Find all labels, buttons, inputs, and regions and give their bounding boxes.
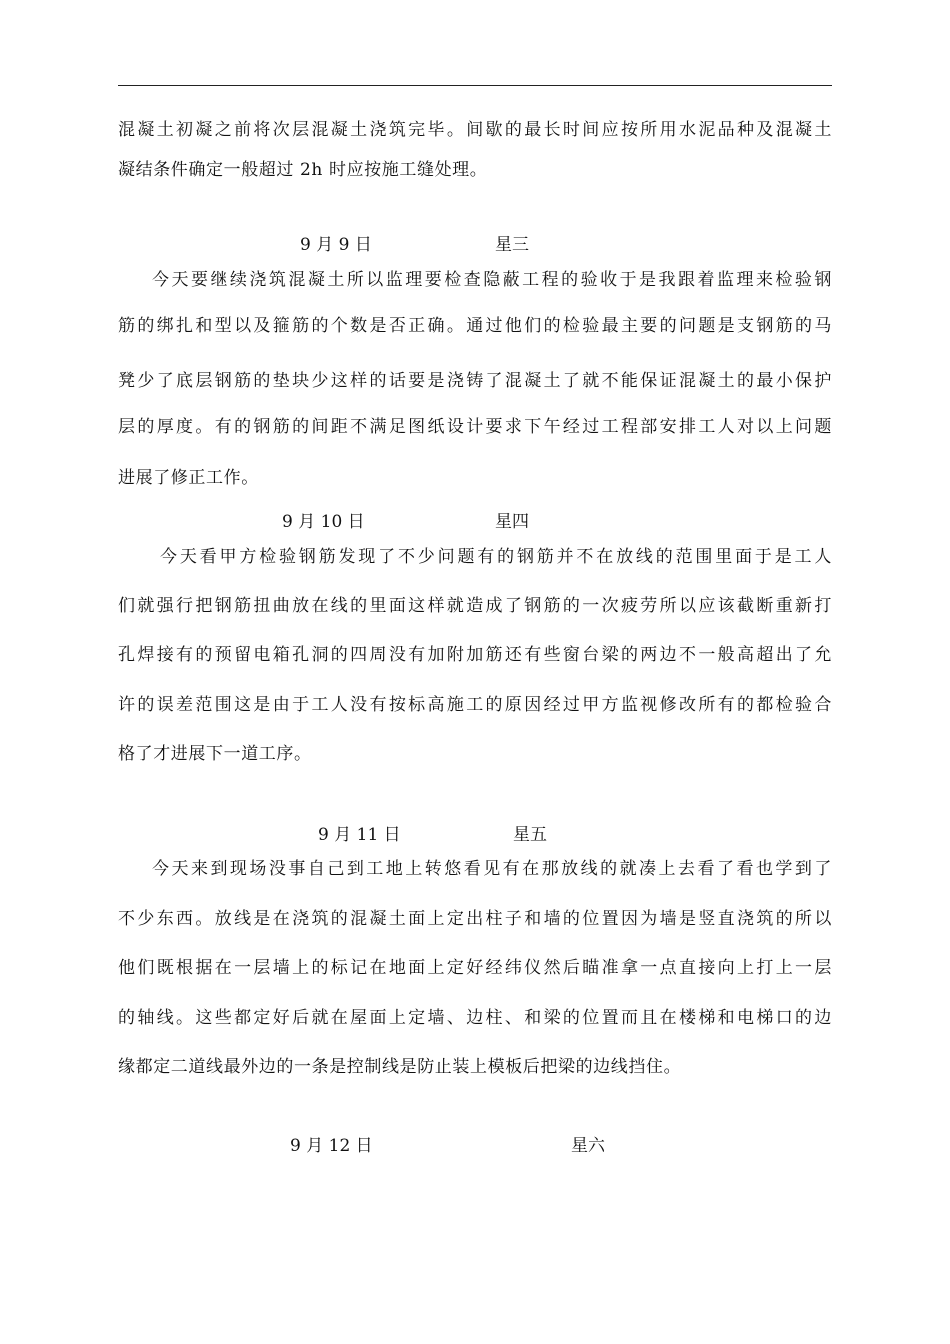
text-line: 许的误差范围这是由于工人没有按标高施工的原因经过甲方监视修改所有的都检验合	[118, 695, 832, 715]
entry-date: 9 月 10 日	[282, 512, 365, 532]
text-line: 孔焊接有的预留电箱孔洞的四周没有加附加筋还有些窗台梁的两边不一般高超出了允	[118, 645, 832, 665]
entry-weekday: 星五	[513, 825, 547, 845]
text-line: 筋的绑扎和型以及箍筋的个数是否正确。通过他们的检验最主要的问题是支钢筋的马	[118, 316, 832, 336]
text-line: 不少东西。放线是在浇筑的混凝土面上定出柱子和墙的位置因为墙是竖直浇筑的所以	[118, 909, 832, 929]
entry-date: 9 月 9 日	[300, 235, 372, 255]
entry-weekday: 星六	[571, 1136, 605, 1156]
text-line: 缘都定二道线最外边的一条是控制线是防止装上模板后把梁的边线挡住。	[118, 1057, 682, 1077]
entry-weekday: 星三	[495, 235, 529, 255]
text-line: 进展了修正工作。	[118, 468, 259, 488]
text-line: 今天看甲方检验钢筋发现了不少问题有的钢筋并不在放线的范围里面于是工人	[160, 547, 832, 567]
header-rule	[118, 85, 832, 86]
entry-date: 9 月 12 日	[290, 1136, 373, 1156]
text-line: 格了才进展下一道工序。	[118, 744, 312, 764]
text-line: 的轴线。这些都定好后就在屋面上定墙、边柱、和梁的位置而且在楼梯和电梯口的边	[118, 1008, 832, 1028]
text-line: 凳少了底层钢筋的垫块少这样的话要是浇铸了混凝土了就不能保证混凝土的最小保护	[118, 371, 832, 391]
text-line: 层的厚度。有的钢筋的间距不满足图纸设计要求下午经过工程部安排工人对以上问题	[118, 417, 832, 437]
text-line: 今天要继续浇筑混凝土所以监理要检查隐蔽工程的验收于是我跟着监理来检验钢	[152, 270, 832, 290]
text-line: 们就强行把钢筋扭曲放在线的里面这样就造成了钢筋的一次疲劳所以应该截断重新打	[118, 596, 832, 616]
text-line: 他们既根据在一层墙上的标记在地面上定好经纬仪然后瞄准拿一点直接向上打上一层	[118, 958, 832, 978]
entry-date: 9 月 11 日	[318, 825, 401, 845]
text-line: 凝结条件确定一般超过 2h 时应按施工缝处理。	[118, 160, 488, 180]
text-line: 混凝土初凝之前将次层混凝土浇筑完毕。间歇的最长时间应按所用水泥品种及混凝土	[118, 120, 832, 140]
text-line: 今天来到现场没事自己到工地上转悠看见有在那放线的就凑上去看了看也学到了	[152, 859, 832, 879]
entry-weekday: 星四	[495, 512, 529, 532]
